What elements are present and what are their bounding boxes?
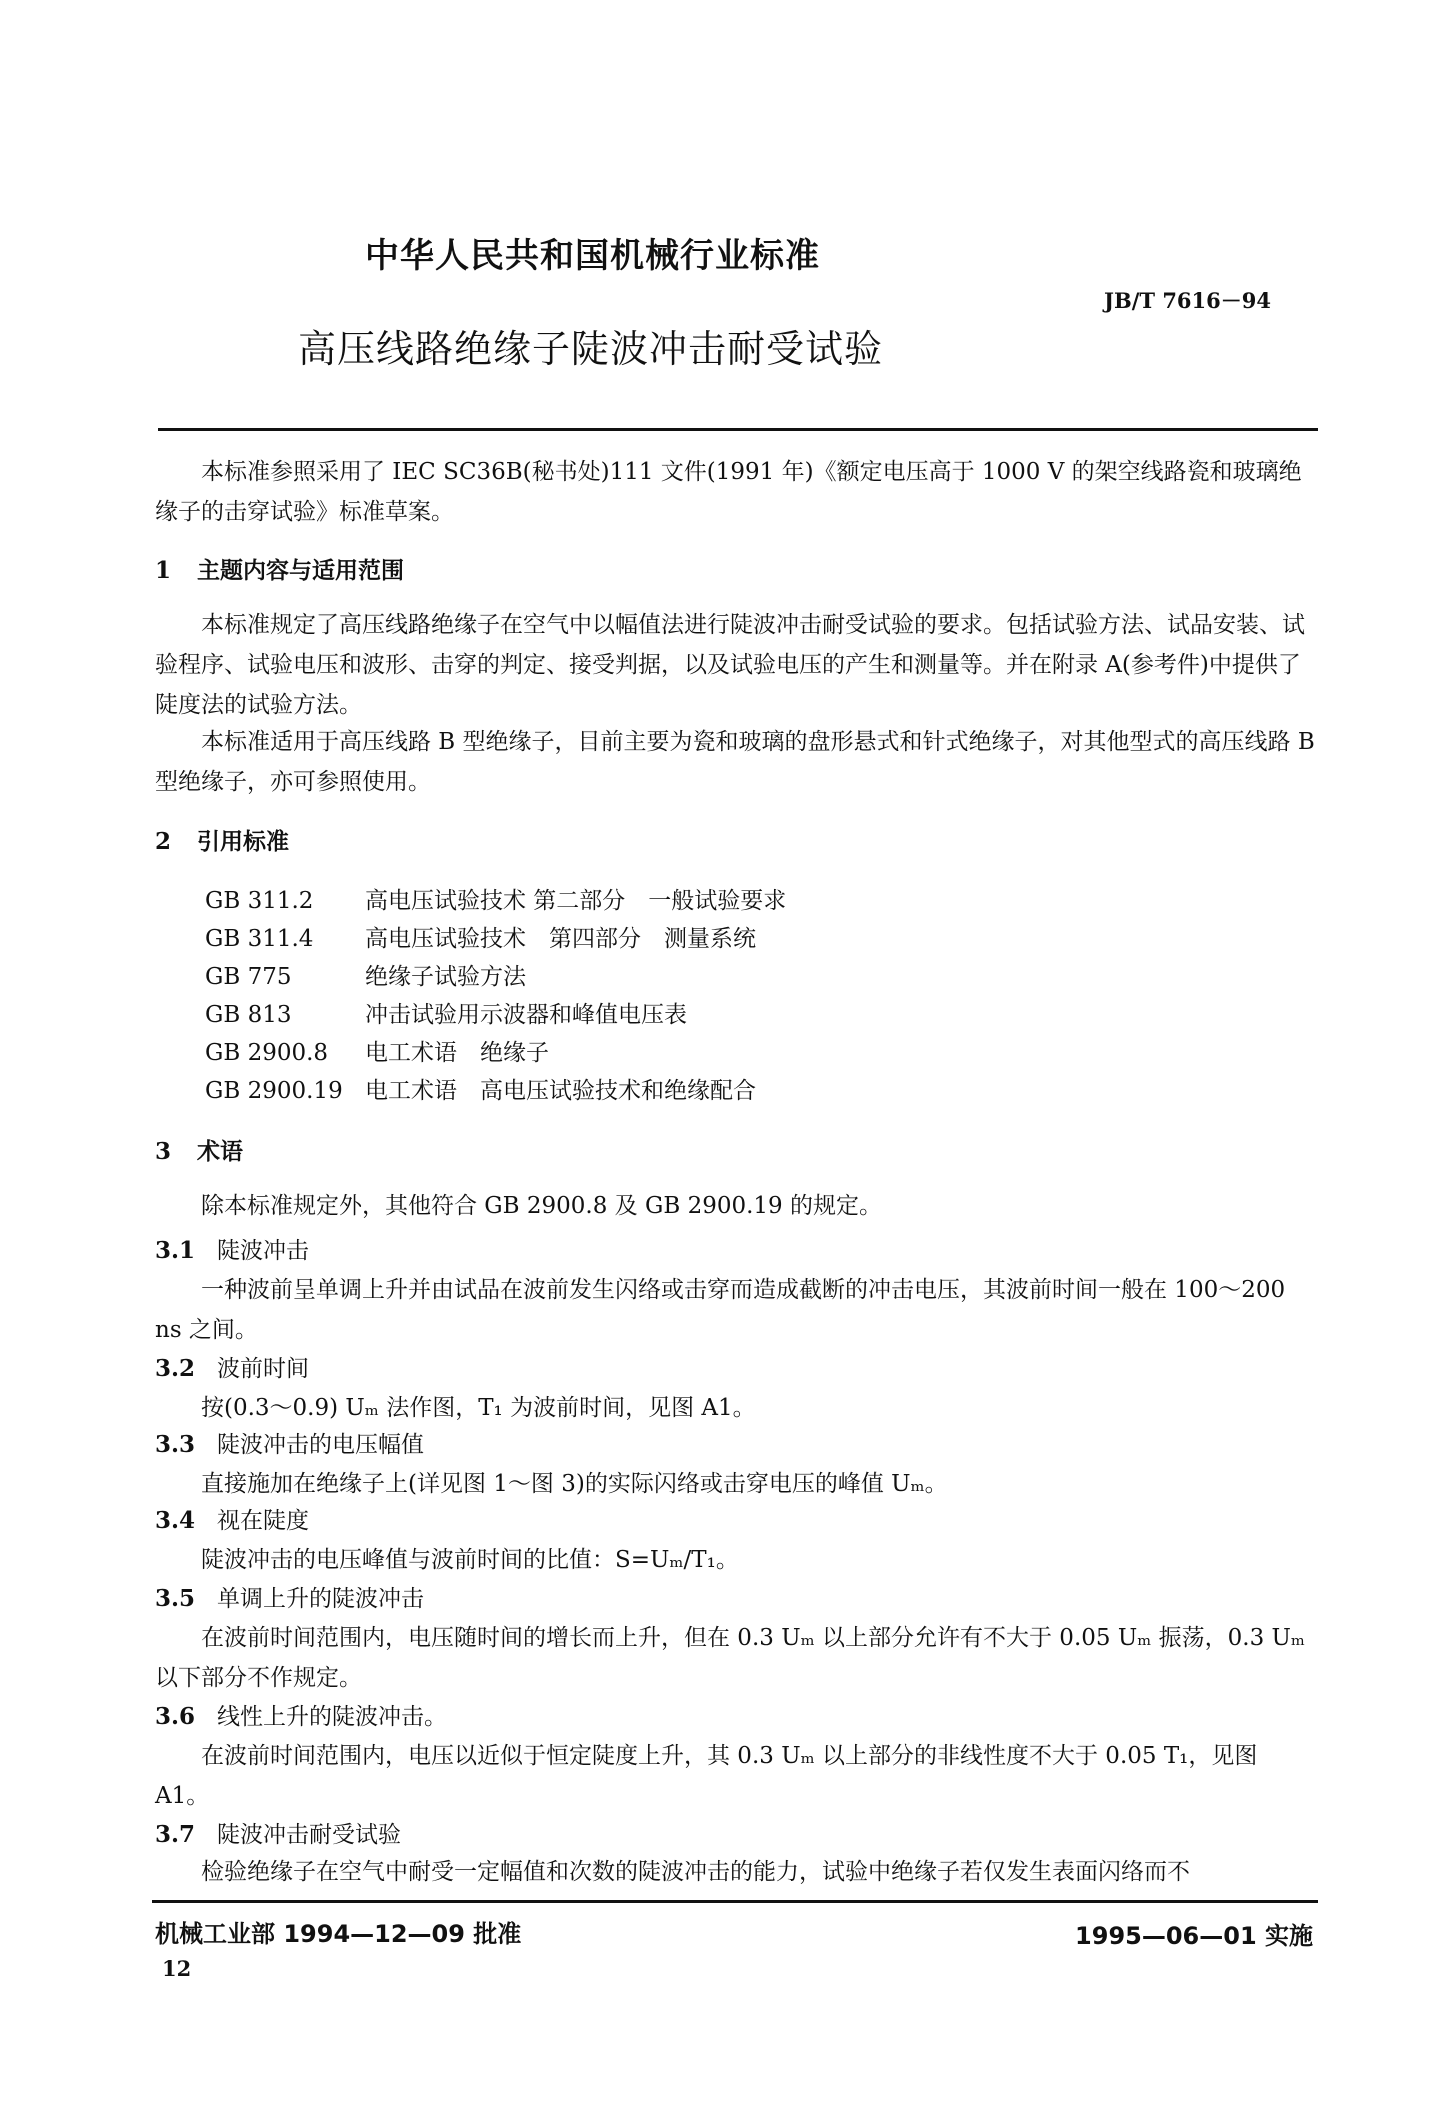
reference-item — [205, 1072, 756, 1105]
reference-code: GB 311.2 — [205, 888, 314, 914]
intro-paragraph: 本标准参照采用了 IEC SC36B(秘书处)111 文件(1991 年)《额定电压高于 1000 V 的架空线路瓷和玻璃绝缘子的击穿试验》标准草案。 — [155, 459, 1302, 525]
reference-item — [205, 1034, 549, 1067]
term-definition: 按(0.3～0.9) Uₘ 法作图，T₁ 为波前时间，见图 A1。 — [201, 1395, 756, 1421]
section-3-paragraph: 除本标准规定外，其他符合 GB 2900.8 及 GB 2900.19 的规定。 — [201, 1193, 883, 1219]
term-definition: 直接施加在绝缘子上(详见图 1～图 3)的实际闪络或击穿电压的峰值 Uₘ。 — [201, 1471, 948, 1497]
section-1-paragraph-1: 本标准规定了高压线路绝缘子在空气中以幅值法进行陡波冲击耐受试验的要求。包括试验方法、试品安装、试验程序、试验电压和波形、击穿的判定、接受判据，以及试验电压的产生和测量等。并在附录 A(参考件)中提供了陡度法的试验方法。 — [155, 612, 1305, 718]
term-heading — [155, 1232, 309, 1265]
term-title: 陡波冲击的电压幅值 — [217, 1432, 424, 1458]
standard-code: JB/T 7616－94 — [1104, 288, 1271, 313]
term-title: 波前时间 — [217, 1356, 309, 1382]
reference-item — [205, 996, 687, 1029]
reference-code: GB 2900.19 — [205, 1078, 343, 1104]
document-title: 高压线路绝缘子陡波冲击耐受试验 — [298, 327, 884, 371]
reference-title: 绝缘子试验方法 — [365, 964, 526, 990]
term-heading — [155, 1816, 401, 1849]
reference-title: 高电压试验技术 第四部分 测量系统 — [365, 926, 756, 952]
term-number: 3.5 — [155, 1585, 196, 1612]
reference-item — [205, 920, 756, 953]
term-number: 3.6 — [155, 1703, 196, 1730]
term-number: 3.3 — [155, 1431, 196, 1458]
term-heading — [155, 1698, 447, 1731]
standard-organization: 中华人民共和国机械行业标准 — [365, 236, 820, 276]
section-title: 引用标准 — [197, 828, 289, 855]
term-heading — [155, 1580, 424, 1613]
term-heading — [155, 1502, 309, 1535]
term-definition: 在波前时间范围内，电压随时间的增长而上升，但在 0.3 Uₘ 以上部分允许有不大于 0.05 Uₘ 振荡，0.3 Uₘ 以下部分不作规定。 — [155, 1625, 1306, 1691]
reference-title: 电工术语 高电压试验技术和绝缘配合 — [365, 1078, 756, 1104]
term-title: 线性上升的陡波冲击。 — [217, 1704, 447, 1730]
section-title: 主题内容与适用范围 — [197, 557, 404, 584]
section-1-paragraph-2: 本标准适用于高压线路 B 型绝缘子，目前主要为瓷和玻璃的盘形悬式和针式绝缘子，对其他型式的高压线路 B 型绝缘子，亦可参照使用。 — [155, 729, 1315, 795]
approval-line: 机械工业部 1994—12—09 批准 — [155, 1920, 522, 1948]
header-divider — [158, 428, 1318, 431]
reference-code: GB 775 — [205, 964, 292, 990]
footer-divider — [152, 1900, 1318, 1903]
section-2-heading — [155, 823, 289, 856]
term-definition: 在波前时间范围内，电压以近似于恒定陡度上升，其 0.3 Uₘ 以上部分的非线性度不大于 0.05 T₁，见图 A1。 — [155, 1743, 1258, 1809]
reference-item — [205, 958, 526, 991]
page-number: 12 — [162, 1956, 192, 1981]
section-3-heading — [155, 1133, 243, 1166]
term-definition: 一种波前呈单调上升并由试品在波前发生闪络或击穿而造成截断的冲击电压，其波前时间一般在 100～200 ns 之间。 — [155, 1277, 1286, 1343]
term-title: 陡波冲击 — [217, 1238, 309, 1264]
effective-date: 1995—06—01 实施 — [1075, 1922, 1313, 1950]
reference-item — [205, 882, 786, 915]
term-definition: 检验绝缘子在空气中耐受一定幅值和次数的陡波冲击的能力，试验中绝缘子若仅发生表面闪络而不 — [201, 1859, 1190, 1885]
term-number: 3.2 — [155, 1355, 196, 1382]
term-heading — [155, 1426, 424, 1459]
reference-title: 冲击试验用示波器和峰值电压表 — [365, 1002, 687, 1028]
section-1-heading — [155, 552, 404, 585]
term-title: 陡波冲击耐受试验 — [217, 1822, 401, 1848]
term-heading — [155, 1350, 309, 1383]
term-title: 视在陡度 — [217, 1508, 309, 1534]
reference-code: GB 813 — [205, 1002, 292, 1028]
term-definition: 陡波冲击的电压峰值与波前时间的比值：S=Uₘ/T₁。 — [201, 1547, 739, 1573]
reference-title: 高电压试验技术 第二部分 一般试验要求 — [365, 888, 787, 914]
term-number: 3.7 — [155, 1821, 196, 1848]
section-number: 3 — [155, 1138, 172, 1165]
reference-code: GB 311.4 — [205, 926, 314, 952]
term-title: 单调上升的陡波冲击 — [217, 1586, 424, 1612]
section-title: 术语 — [197, 1138, 243, 1165]
term-number: 3.1 — [155, 1237, 196, 1264]
section-number: 2 — [155, 828, 172, 855]
reference-code: GB 2900.8 — [205, 1040, 329, 1066]
reference-title: 电工术语 绝缘子 — [365, 1040, 549, 1066]
section-number: 1 — [155, 557, 172, 584]
term-number: 3.4 — [155, 1507, 196, 1534]
